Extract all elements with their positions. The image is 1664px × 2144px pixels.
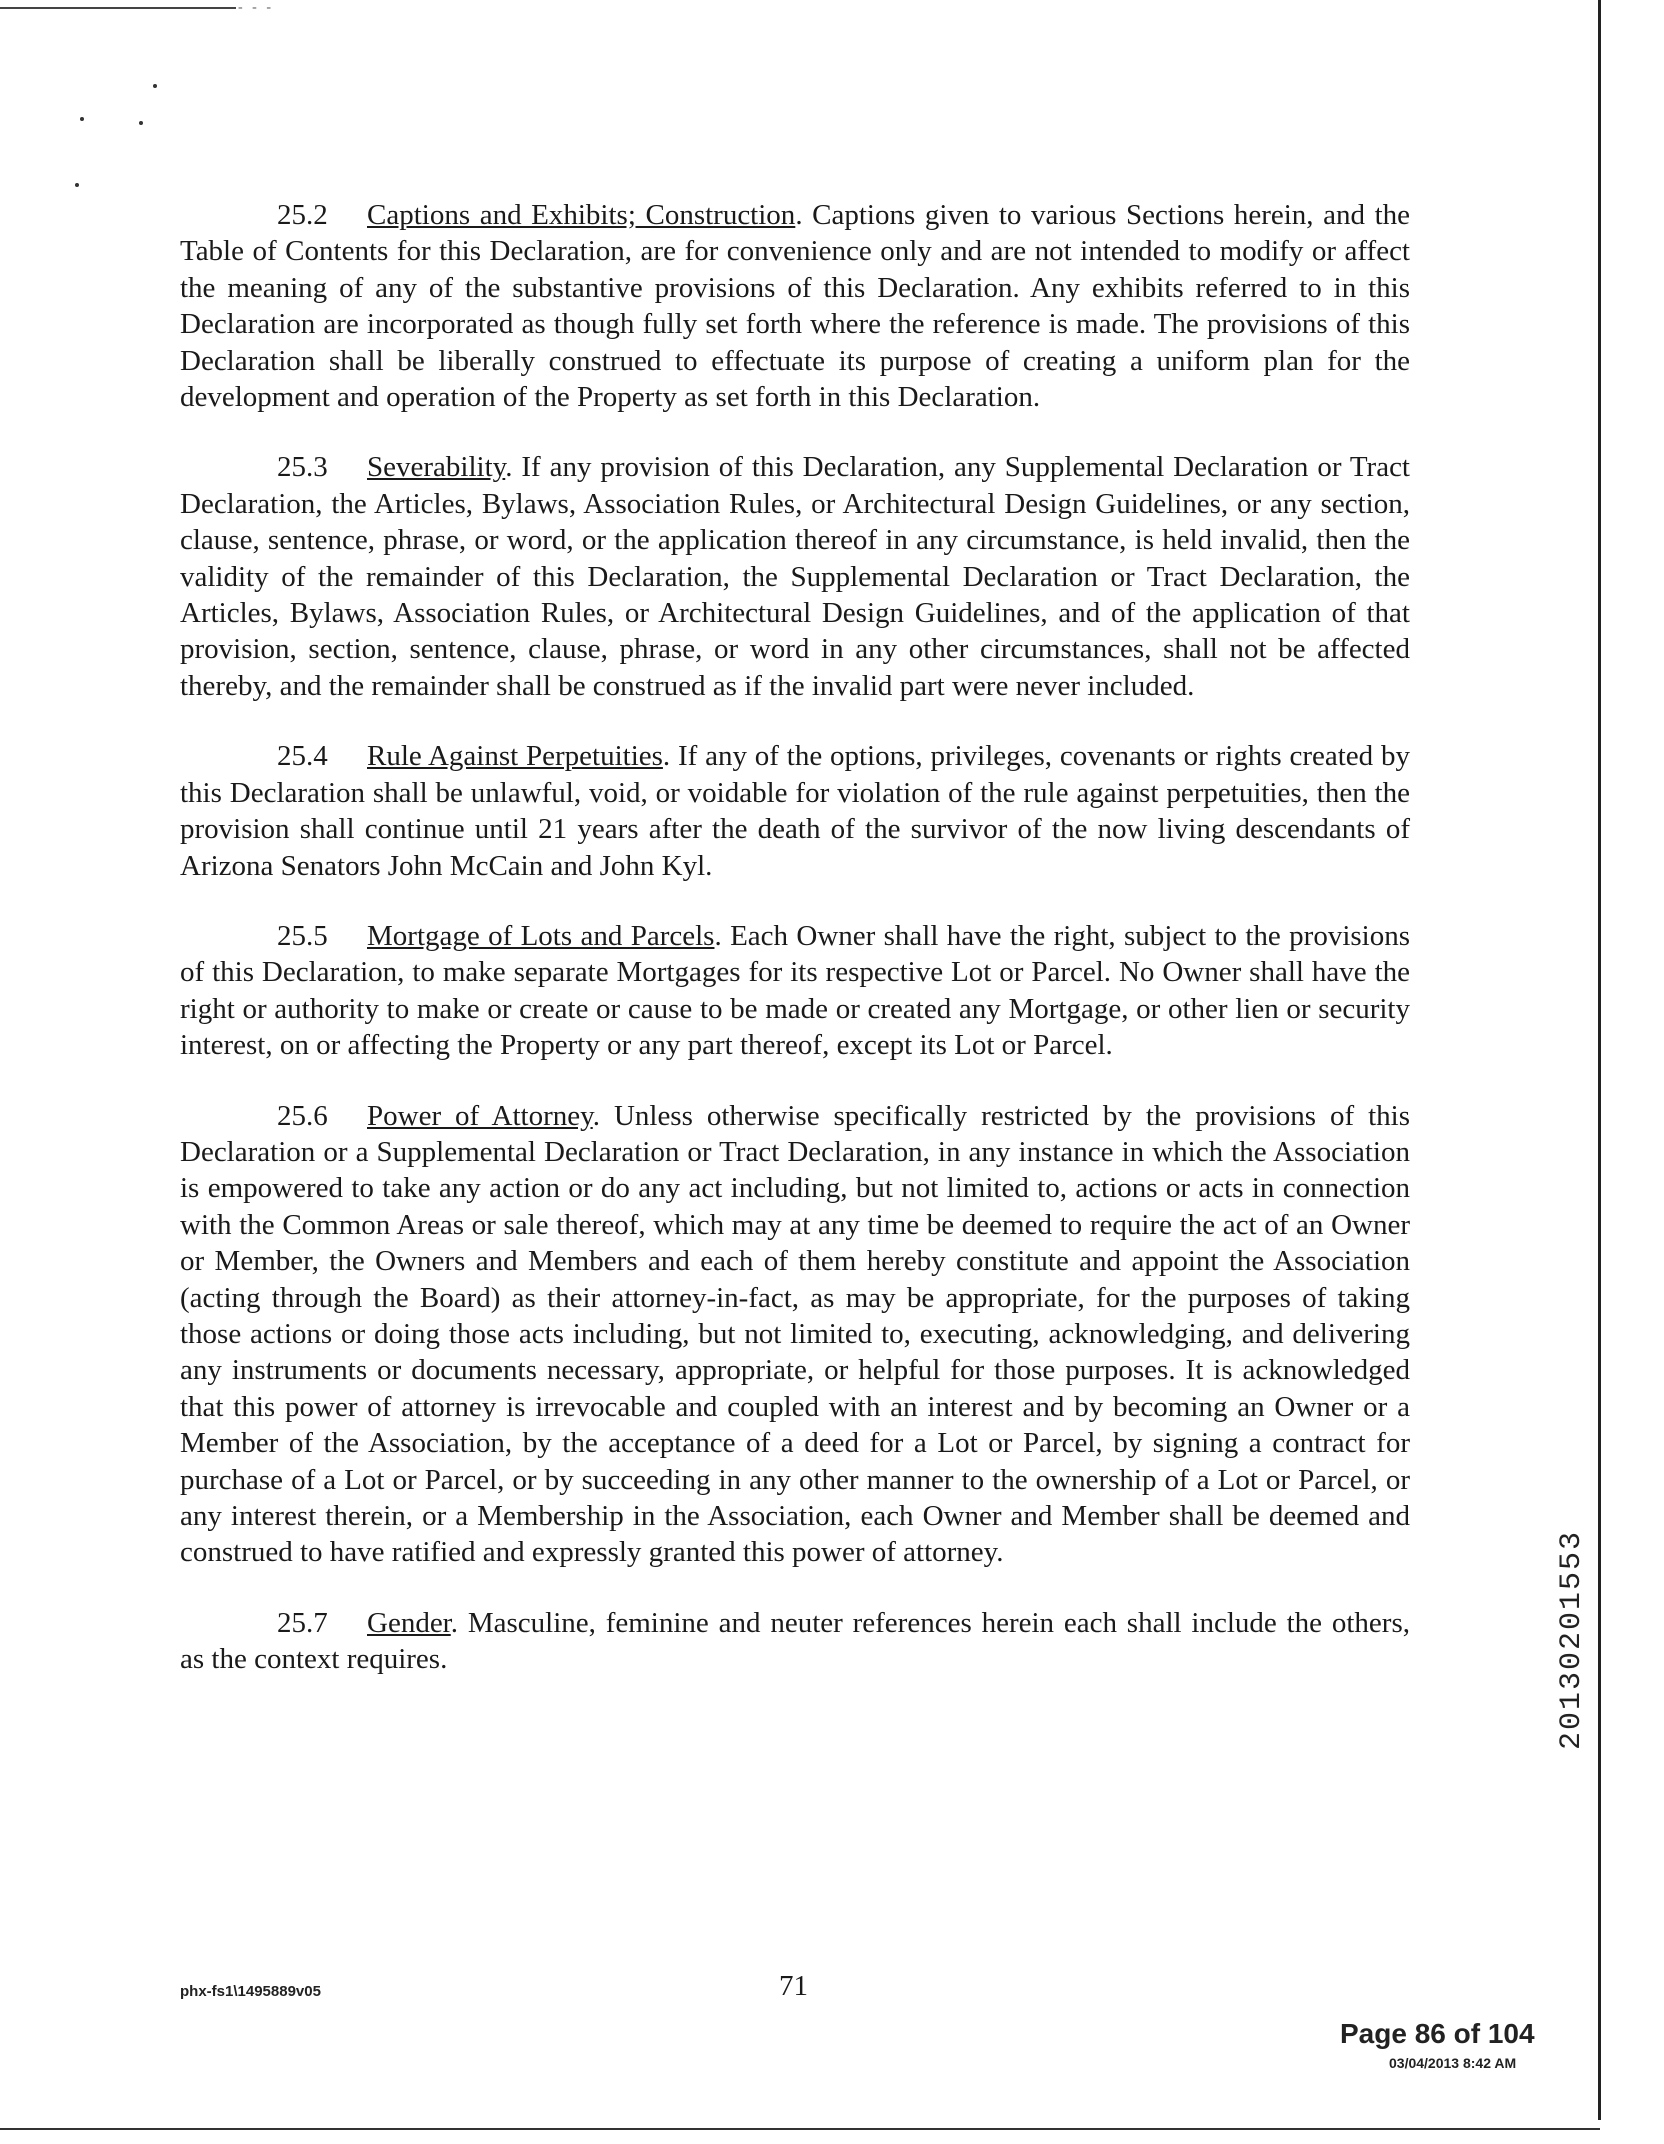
page-number: 71 bbox=[779, 1970, 808, 2002]
section-text: Unless otherwise specifically restricted by the provisions of this Declaration or a Supplemental Declaration or Tract Declaration, in any instance in which the Association is empowered to take any action or do any act including, but not limited to, actions or acts in connection with the Common Areas or sale thereof, which may at any time be deemed to require the act of an Owner or Member, the Owners and Members and each of them hereby constitute and appoint the Association (acting through the Board) as their attorney-in-fact, as may be appropriate, for the purposes of taking those actions or doing those acts including, but not limited to, executing, acknowledging, and delivering any instruments or documents necessary, appropriate, or helpful for those purposes. It is acknowledged that this power of attorney is irrevocable and coupled with an interest and by becoming an Owner or a Member of the Association, by the acceptance of a deed for a Lot or Parcel, by signing a contract for purchase of a Lot or Parcel, or by succeeding in any other manner to the ownership of a Lot or Parcel, or any interest therein, or a Membership in the Association, each Owner and Member shall be deemed and construed to have ratified and expressly granted this power of attorney. bbox=[180, 1099, 1410, 1569]
section-caption: Severability bbox=[367, 451, 506, 484]
section-text: If any of the options, privileges, covenants or rights created by this Declaration shall be unlawful, void, or voidable for violation of the rule against perpetuities, then the provision shall continue until 21 years after the death of the survivor of the now living descendants of Arizona Senators John McCain and John Kyl. bbox=[180, 740, 1410, 882]
section-caption: Rule Against Perpetuities bbox=[367, 740, 663, 773]
section-number: 25.4 bbox=[277, 740, 328, 773]
section-25-2: 25.2 Captions and Exhibits; Construction. Captions given to various Sections herein, and the Table of Contents for this Declaration, are for convenience only and are not intended to modify or affect the meaning of any of the substantive provisions of this Declaration. Any exhibits referred to in this Declaration are incorporated as though fully set forth where the reference is made. The provisions of this Declaration shall be liberally construed to effectuate its purpose of creating a uniform plan for the development and operation of the Property as set forth in this Declaration. bbox=[180, 199, 1410, 414]
section-25-5: 25.5 Mortgage of Lots and Parcels. Each Owner shall have the right, subject to the provisions of this Declaration, to make separate Mortgages for its respective Lot or Parcel. No Owner shall have the right or authority to make or create or cause to be made or created any Mortgage, or other lien or security interest, on or affecting the Property or any part thereof, except its Lot or Parcel. bbox=[180, 919, 1410, 1062]
section-number: 25.2 bbox=[277, 199, 328, 231]
scan-rule-top bbox=[0, 7, 236, 9]
section-number: 25.6 bbox=[277, 1099, 328, 1132]
recording-stamp: 20130201553 bbox=[1555, 1530, 1589, 1751]
timestamp: 03/04/2013 8:42 AM bbox=[1389, 2055, 1517, 2071]
page-of-total: Page 86 of 104 bbox=[1340, 2018, 1535, 2049]
scan-speck bbox=[75, 183, 79, 187]
section-number: 25.7 bbox=[277, 1606, 328, 1639]
scan-speck bbox=[153, 84, 157, 88]
document-body bbox=[180, 197, 1410, 1712]
section-text: Each Owner shall have the right, subject to the provisions of this Declaration, to make separate Mortgages for its respective Lot or Parcel. No Owner shall have the right or authority to make or create or cause to be made or created any Mortgage, or other lien or security interest, on or affecting the Property or any part thereof, except its Lot or Parcel. bbox=[180, 919, 1410, 1062]
section-text: If any provision of this Declaration, any Supplemental Declaration or Tract Declaration, the Articles, Bylaws, Association Rules, or Architectural Design Guidelines, or any section, clause, sentence, phrase, or word, or the application thereof in any circumstance, is held invalid, then the validity of the remainder of this Declaration, the Supplemental Declaration or Tract Declaration, the Articles, Bylaws, Association Rules, or Architectural Design Guidelines, and of the application of that provision, section, sentence, clause, phrase, or word in any other circumstances, shall not be affected thereby, and the remainder shall be construed as if the invalid part were never included. bbox=[180, 451, 1410, 702]
section-25-6: 25.6 Power of Attorney. Unless otherwise specifically restricted by the provisions of this Declaration or a Supplemental Declaration or Tract Declaration, in any instance in which the Association is empowered to take any action or do any act including, but not limited to, actions or acts in connection with the Common Areas or sale thereof, which may at any time be deemed to require the act of an Owner or Member, the Owners and Members and each of them hereby constitute and appoint the Association (acting through the Board) as their attorney-in-fact, as may be appropriate, for the purposes of taking those actions or doing those acts including, but not limited to, executing, acknowledging, and delivering any instruments or documents necessary, appropriate, or helpful for those purposes. It is acknowledged that this power of attorney is irrevocable and coupled with an interest and by becoming an Owner or a Member of the Association, by the acceptance of a deed for a Lot or Parcel, by signing a contract for purchase of a Lot or Parcel, or by succeeding in any other manner to the ownership of a Lot or Parcel, or any interest therein, or a Membership in the Association, each Owner and Member shall be deemed and construed to have ratified and expressly granted this power of attorney. bbox=[180, 1099, 1410, 1569]
section-number: 25.3 bbox=[277, 451, 328, 484]
section-text: Masculine, feminine and neuter references herein each shall include the others, as the context requires. bbox=[180, 1606, 1410, 1676]
section-25-3: 25.3 Severability. If any provision of this Declaration, any Supplemental Declaration or Tract Declaration, the Articles, Bylaws, Association Rules, or Architectural Design Guidelines, or any section, clause, sentence, phrase, or word, or the application thereof in any circumstance, is held invalid, then the validity of the remainder of this Declaration, the Supplemental Declaration or Tract Declaration, the Articles, Bylaws, Association Rules, or Architectural Design Guidelines, and of the application of that provision, section, sentence, clause, phrase, or word in any other circumstances, shall not be affected thereby, and the remainder shall be construed as if the invalid part were never included. bbox=[180, 451, 1410, 702]
section-text: Captions given to various Sections herein, and the Table of Contents for this Declaration, are for convenience only and are not intended to modify or affect the meaning of any of the substantive provisions of this Declaration. Any exhibits referred to in this Declaration are incorporated as though fully set forth where the reference is made. The provisions of this Declaration shall be liberally construed to effectuate its purpose of creating a uniform plan for the development and operation of the Property as set forth in this Declaration. bbox=[180, 199, 1410, 414]
section-number: 25.5 bbox=[277, 919, 328, 952]
section-caption: Captions and Exhibits; Construction bbox=[367, 199, 796, 231]
section-caption: Power of Attorney bbox=[367, 1099, 593, 1132]
section-25-4: 25.4 Rule Against Perpetuities. If any of the options, privileges, covenants or rights created by this Declaration shall be unlawful, void, or voidable for violation of the rule against perpetuities, then the provision shall continue until 21 years after the death of the survivor of the now living descendants of Arizona Senators John McCain and John Kyl. bbox=[180, 740, 1410, 882]
scan-bottom-border bbox=[0, 2128, 1600, 2130]
section-caption: Mortgage of Lots and Parcels bbox=[367, 919, 715, 952]
scan-dashes: - - - bbox=[238, 0, 274, 15]
document-id: phx-fs1\1495889v05 bbox=[180, 1983, 321, 2000]
scan-right-border bbox=[1598, 0, 1601, 2120]
scan-speck bbox=[80, 117, 84, 121]
section-25-7: 25.7 Gender. Masculine, feminine and neuter references herein each shall include the others, as the context requires. bbox=[180, 1606, 1410, 1676]
section-caption: Gender bbox=[367, 1606, 451, 1639]
scan-speck bbox=[139, 121, 143, 125]
